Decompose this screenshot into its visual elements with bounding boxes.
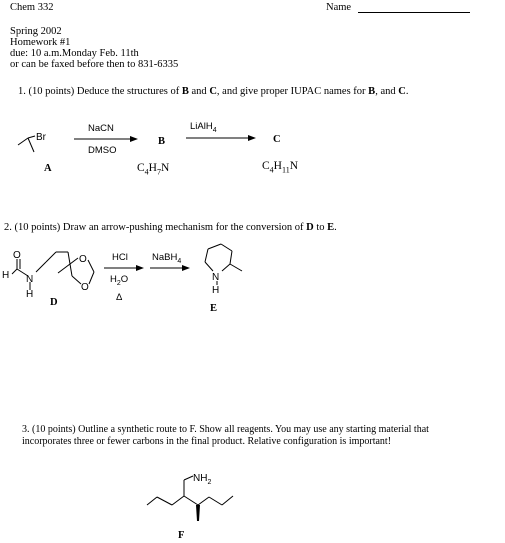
- q3-prompt-line-1: 3. (10 points) Outline a synthetic route to F. Show all reagents. You may use any starting material that: [22, 424, 429, 435]
- due-date: due: 10 a.m.Monday Feb. 11th: [10, 48, 139, 59]
- name-label: Name: [326, 2, 352, 13]
- reaction-arrowhead-4: [182, 265, 190, 271]
- heat-symbol: Δ: [116, 292, 123, 303]
- compound-b-label: B: [158, 136, 166, 147]
- reagent-lialh4: LiAlH$_4$: [190, 121, 217, 134]
- term-label: Spring 2002: [10, 26, 62, 37]
- compound-d-label: D: [50, 297, 58, 308]
- reagent-nacn: NaCN: [88, 123, 114, 134]
- q3-prompt-line-2: incorporates three or fewer carbons in the final product. Relative configuration is important!: [22, 436, 392, 447]
- nitrogen-atom: N: [26, 274, 34, 285]
- reagent-dmso: DMSO: [88, 145, 117, 156]
- oxygen-atom: O: [79, 254, 87, 265]
- formula-c: $C_4H_{11}N$: [262, 160, 298, 175]
- reaction-arrowhead-2: [248, 135, 256, 141]
- formula-b: $C_4H_7N$: [137, 162, 170, 177]
- hydrogen-atom: H: [26, 289, 34, 300]
- course-label: Chem 332: [10, 2, 54, 13]
- reaction-arrowhead-1: [130, 136, 138, 142]
- reagent-water: $H_2O$: [110, 274, 129, 287]
- q1-prompt: 1. (10 points) Deduce the structures of B and C, and give proper IUPAC names for B, and C.: [18, 86, 409, 97]
- compound-a-structure: [18, 136, 35, 152]
- compound-a-label: A: [44, 163, 52, 174]
- reagent-hcl: HCl: [112, 252, 128, 263]
- oxygen-atom: O: [81, 282, 89, 293]
- hydrogen-atom: H: [2, 270, 10, 281]
- oxygen-atom: O: [13, 250, 21, 261]
- nitrogen-atom: N: [212, 272, 220, 283]
- hydrogen-atom: H: [212, 285, 220, 296]
- wedge-bond: [196, 505, 200, 521]
- compound-f-label: F: [178, 530, 185, 541]
- reagent-nabh4: NaBH$_4$: [152, 252, 182, 265]
- bromine-atom: Br: [36, 132, 46, 143]
- compound-c-label: C: [273, 134, 281, 145]
- compound-e-structure: [205, 244, 242, 285]
- compound-f-structure: [147, 476, 233, 505]
- homework-label: Homework #1: [10, 37, 71, 48]
- reaction-arrowhead-3: [136, 265, 144, 271]
- amino-group: $NH_2$: [193, 473, 212, 486]
- q2-prompt: 2. (10 points) Draw an arrow-pushing mechanism for the conversion of D to E.: [4, 222, 337, 233]
- fax-note: or can be faxed before then to 831-6335: [10, 59, 179, 70]
- compound-e-label: E: [210, 303, 218, 314]
